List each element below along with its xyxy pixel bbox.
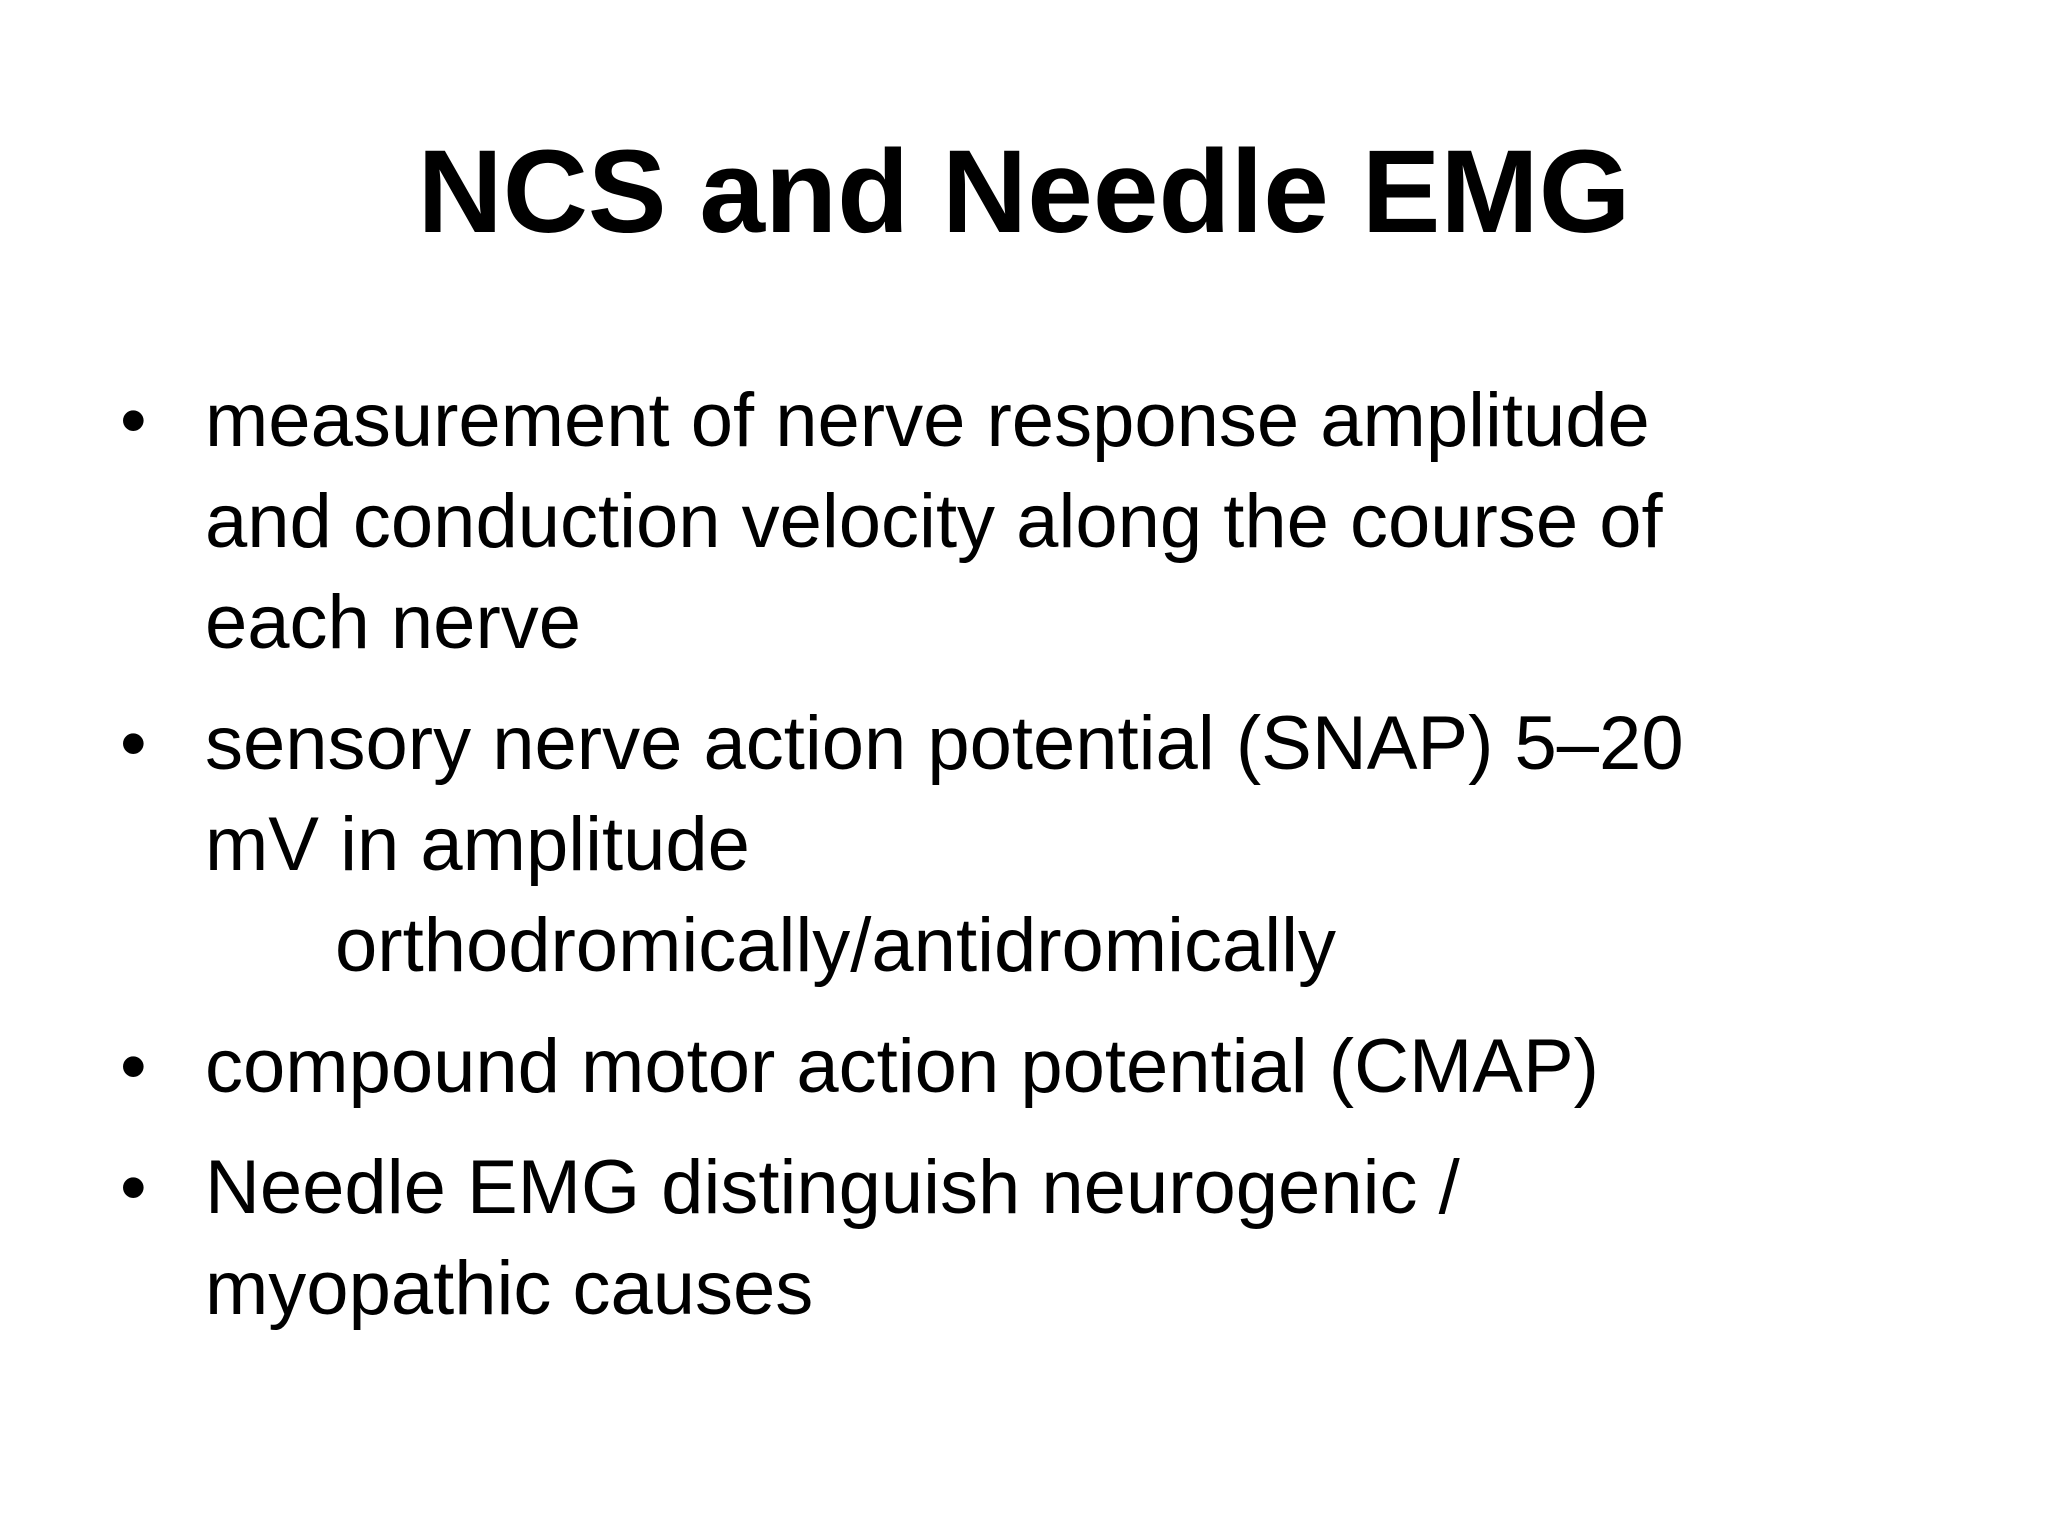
bullet-text-line: and conduction velocity along the course of <box>205 479 1663 564</box>
bullet-text-line: compound motor action potential (CMAP) <box>205 1024 1599 1109</box>
bullet-item-cmap <box>120 1016 1860 1117</box>
bullet-sub-line: orthodromically/antidromically <box>335 903 1337 988</box>
bullet-item-snap <box>120 693 1860 996</box>
slide-title: NCS and Needle EMG <box>417 126 1631 258</box>
bullet-dot: • <box>120 1024 147 1109</box>
bullet-text-line: mV in amplitude <box>205 802 750 887</box>
bullet-dot: • <box>120 378 147 463</box>
bullet-dot: • <box>120 1145 147 1230</box>
bullet-text-line: sensory nerve action potential (SNAP) 5–20 <box>205 701 1684 786</box>
bullet-item-amplitude <box>120 370 1860 673</box>
bullet-text-line: measurement of nerve response amplitude <box>205 378 1650 463</box>
bullet-list <box>120 370 1860 1359</box>
bullet-text-line: each nerve <box>205 580 582 665</box>
bullet-dot: • <box>120 701 147 786</box>
bullet-text-line: myopathic causes <box>205 1246 814 1331</box>
bullet-text-line: Needle EMG distinguish neurogenic / <box>205 1145 1460 1230</box>
bullet-item-needle-emg <box>120 1137 1860 1339</box>
